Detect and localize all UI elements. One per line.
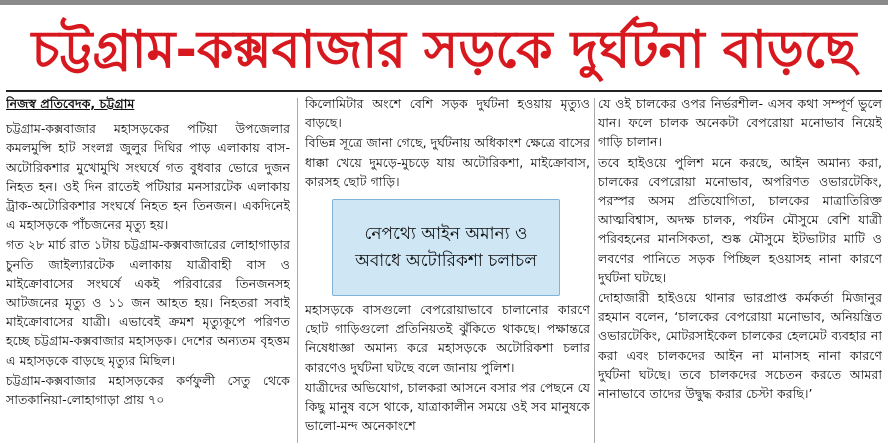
column-1 bbox=[6, 94, 290, 447]
top-border bbox=[0, 0, 888, 5]
headline: চট্টগ্রাম-কক্সবাজার সড়কে দুর্ঘটনা বাড়ছে bbox=[31, 20, 857, 80]
pull-quote-text: নেপথ্যে আইন অমান্য ও অবাধে অটোরিকশা চলাচল bbox=[355, 223, 537, 271]
pull-quote-box bbox=[332, 199, 560, 296]
column-divider bbox=[594, 98, 595, 443]
column-divider bbox=[297, 98, 298, 443]
paragraph: দোহাজারী হাইওয়ে থানার ভারপ্রাপ্ত কর্মকর্তা মিজানুর রহমান বলেন, ‘চালকের বেপরোয়া মনোভাব, অনিয়ন্ত্রিত ওভারটেকিং, মোটরসাইকেল চালকের হেলমেট ব্যবহার না করা এবং চালকদের আইন না মানাসহ নানা কারণে দুর্ঘটনা ঘটছে। তবে চালকদের সচেতন করতে আমরা নানাভাবে তাদের উদ্বুদ্ধ করার চেস্টা করছি।’ bbox=[598, 290, 882, 402]
paragraph: মহাসড়কে বাসগুলো বেপরোয়াভাবে চালানোর কারণে ছোট গাড়িগুলো প্রতিনিয়তই ঝুঁকিতে থাকছে। পক্ষান্তরে নিষেধাজ্ঞা অমান্য করে মহাসড়কে অটোরিকশা চলার কারণেও দুর্ঘটনা ঘটছে বলে জানায় পুলিশ। bbox=[305, 302, 590, 375]
paragraph: চট্টগ্রাম-কক্সবাজার মহাসড়কের পটিয়া উপজেলার কমলমুন্সি হাট সংলগ্ন জুলুর দিঘির পাড় এলাকায় বাস-অটোরিকশার মুখোমুখি সংঘর্ষে গত বুধবার ভোরে দুজন নিহত হন। ওই দিন রাতেই পটিয়ার মনসারটেক এলাকায় ট্রাক-অটোরিকশার সংঘর্ষে নিহত হন তিনজন। একদিনেই এ মহাসড়কে পাঁচজনের মৃত্যু হয়। bbox=[6, 121, 290, 233]
byline: নিজস্ব প্রতিবেদক, চট্টগ্রাম bbox=[6, 96, 135, 111]
paragraph: বিভিন্ন সূত্রে জানা গেছে, দুর্ঘটনায় অধিকাংশ ক্ষেত্রে বাসের ধাক্কা খেয়ে দুমড়ে-মুচড়ে যায় অটোরিকশা, মাইক্রোবাস, কারসহ ছোট গাড়ি। bbox=[305, 135, 590, 189]
paragraph: গত ২৮ মার্চ রাত ১টায় চট্টগ্রাম-কক্সবাজারের লোহাগাড়ার চুনতি জাইল্যারটেক এলাকায় যাত্রীবাহী বাস ও মাইক্রোবাসের সংঘর্ষে একই পরিবারের তিনজনসহ আটজনের মৃত্যু ও ১১ জন আহত হয়। নিহতরা সবাই মাইক্রোবাসের যাত্রী। এভাবেই ক্রমশ মৃত্যুকূপে পরিণত হচ্ছে চট্টগ্রাম-কক্সবাজার মহাসড়ক। দেশের অন্যতম বৃহত্তম এ মহাসড়কে বাড়ছে মৃত্যুর মিছিল। bbox=[6, 237, 290, 368]
paragraph: কিলোমিটার অংশে বেশি সড়ক দুর্ঘটনা হওয়ায় মৃত্যুও বাড়ছে। bbox=[305, 96, 590, 131]
paragraph: যাত্রীদের অভিযোগ, চালকরা আসনে বসার পর পেছনে যে কিছু মানুষ বসে থাকে, যাত্রাকালীন সময়ে ওই সব মানুষকে ভালো-মন্দ অনেকাংশে bbox=[305, 379, 590, 434]
paragraph: যে ওই চালকের ওপর নির্ভরশীল- এসব কথা সম্পূর্ণ ভুলে যান। ফলে চালক অনেকটা বেপরোয়া মনোভাব নিয়েই গাড়ি চালান। bbox=[598, 96, 882, 150]
column-3 bbox=[598, 94, 882, 447]
headline-rule bbox=[6, 90, 882, 92]
paragraph: চট্টগ্রাম-কক্সবাজার মহাসড়কের কর্ণফুলী সেতু থেকে সাতকানিয়া-লোহাগাড়া প্রায় ৭০ bbox=[6, 372, 290, 408]
paragraph: তবে হাইওয়ে পুলিশ মনে করছে, আইন অমান্য করা, চালকের বেপরোয়া মনোভাব, অপরিণত ওভারটেকিং, পরস্পর অসম প্রতিযোগিতা, চালকের মাত্রাতিরিক্ত আত্মবিশ্বাস, অদক্ষ চালক, পর্যটন মৌসুমে বেশি যাত্রী পরিবহনের মানসিকতা, শুষ্ক মৌসুমে ইটভাটার মাটি ও লবণের পানিতে সড়ক পিচ্ছিল হওয়াসহ নানা কারণে দুর্ঘটনা ঘটছে। bbox=[598, 154, 882, 285]
